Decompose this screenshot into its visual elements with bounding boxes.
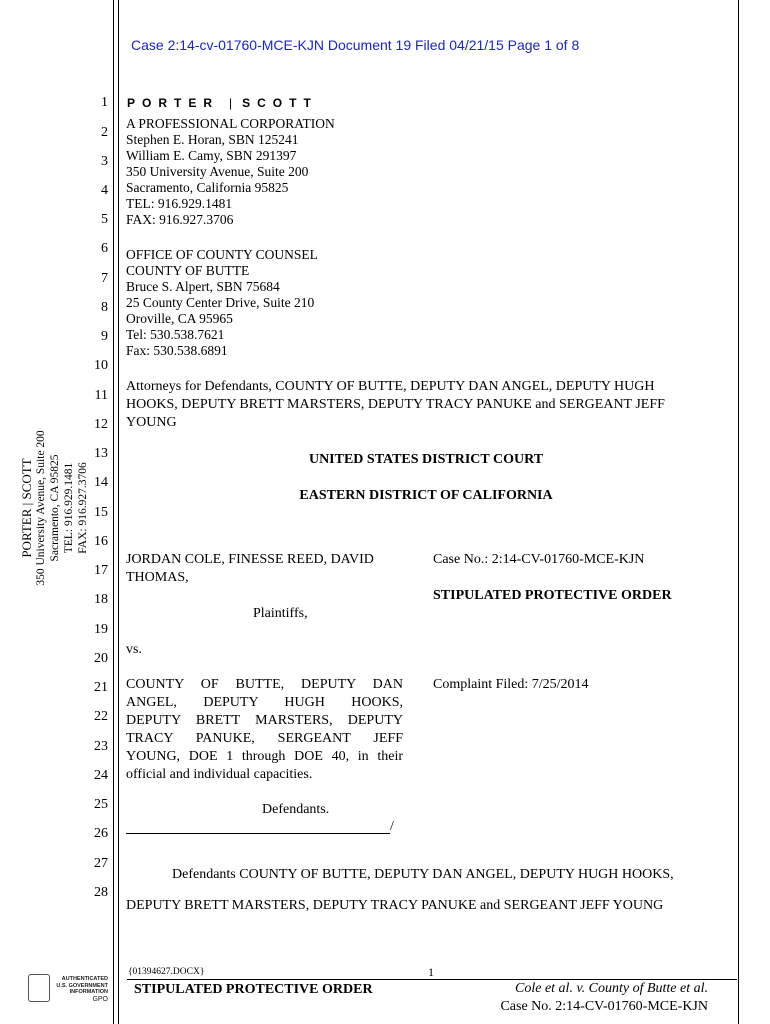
counsel-line: 25 County Center Drive, Suite 210 — [126, 295, 315, 310]
line-number: 26 — [94, 826, 108, 841]
line-number: 19 — [94, 622, 108, 637]
logo-left: PORTER — [127, 96, 220, 110]
line-number: 6 — [101, 241, 108, 256]
court-district: EASTERN DISTRICT OF CALIFORNIA — [299, 488, 553, 503]
gpo-authentication — [40, 976, 108, 1004]
line-number: 9 — [101, 329, 108, 344]
body-line: DEPUTY BRETT MARSTERS, DEPUTY TRACY PANUKE and SERGEANT JEFF YOUNG — [126, 898, 664, 913]
line-number: 3 — [101, 154, 108, 169]
line-number: 13 — [94, 446, 108, 461]
footer-rule — [127, 979, 737, 980]
line-number: 20 — [94, 651, 108, 666]
page-number: 1 — [428, 965, 434, 979]
logo-separator: | — [229, 96, 233, 110]
versus: vs. — [126, 642, 142, 657]
attorneys-line: HOOKS, DEPUTY BRETT MARSTERS, DEPUTY TRACY PANUKE and SERGEANT JEFF — [126, 397, 665, 412]
counsel-line: COUNTY OF BUTTE — [126, 263, 250, 278]
footer-caption: Cole et al. v. County of Butte et al. — [515, 981, 708, 996]
gpo-line: U.S. GOVERNMENT — [56, 982, 108, 989]
defendants-line: YOUNG, DOE 1 through DOE 40, in their — [126, 749, 403, 764]
sidebar-line: 350 University Avenue, Suite 200 — [35, 430, 47, 586]
counsel-line: Fax: 530.538.6891 — [126, 343, 228, 358]
line-number: 27 — [94, 856, 108, 871]
sidebar-line: Sacramento, CA 95825 — [49, 454, 61, 562]
line-number: 12 — [94, 417, 108, 432]
line-number: 21 — [94, 680, 108, 695]
counsel-line: Bruce S. Alpert, SBN 75684 — [126, 279, 280, 294]
counsel-line: FAX: 916.927.3706 — [126, 212, 234, 227]
attorneys-line: Attorneys for Defendants, COUNTY OF BUTTE, DEPUTY DAN ANGEL, DEPUTY HUGH — [126, 379, 655, 394]
footer-case-number: Case No. 2:14-CV-01760-MCE-KJN — [500, 999, 708, 1014]
line-number: 25 — [94, 797, 108, 812]
court-name: UNITED STATES DISTRICT COURT — [308, 452, 544, 467]
footer-title: STIPULATED PROTECTIVE ORDER — [134, 982, 373, 997]
plaintiffs-line: JORDAN COLE, FINESSE REED, DAVID — [126, 552, 374, 567]
counsel-line: Stephen E. Horan, SBN 125241 — [126, 132, 299, 147]
sidebar-firm-name: PORTER | SCOTT — [19, 458, 34, 558]
line-number: 1 — [101, 95, 108, 110]
plaintiffs-label: Plaintiffs, — [253, 606, 308, 621]
defendants-line: DEPUTY BRETT MARSTERS, DEPUTY — [126, 713, 403, 728]
line-number: 17 — [94, 563, 108, 578]
line-number: 4 — [101, 183, 108, 198]
line-number: 10 — [94, 358, 108, 373]
firm-logo — [127, 96, 318, 110]
counsel-line: A PROFESSIONAL CORPORATION — [126, 116, 335, 131]
sidebar-line: TEL: 916.929.1481 — [63, 462, 75, 554]
counsel-line: Tel: 530.538.7621 — [126, 327, 225, 342]
line-number: 7 — [101, 271, 108, 286]
defendants-line: TRACY PANUKE, SERGEANT JEFF — [126, 731, 403, 746]
line-number: 14 — [94, 475, 108, 490]
defendants-line: COUNTY OF BUTTE, DEPUTY DAN — [126, 677, 403, 692]
line-number: 23 — [94, 739, 108, 754]
pleading-rule-right — [738, 0, 739, 1024]
gpo-line: INFORMATION — [69, 989, 108, 995]
caption-rule — [126, 833, 390, 834]
line-number: 11 — [94, 388, 108, 403]
line-number: 2 — [101, 125, 108, 140]
pleading-rule-left-outer — [113, 0, 114, 1024]
gpo-line: AUTHENTICATED — [61, 976, 108, 982]
case-number: Case No.: 2:14-CV-01760-MCE-KJN — [433, 552, 645, 567]
line-number: 5 — [101, 212, 108, 227]
defendants-line: ANGEL, DEPUTY HUGH HOOKS, — [126, 695, 403, 710]
line-number: 15 — [94, 505, 108, 520]
caption-rule-end: / — [390, 819, 394, 834]
line-number: 28 — [94, 885, 108, 900]
line-number: 24 — [94, 768, 108, 783]
logo-right: SCOTT — [242, 96, 318, 110]
counsel-line: Oroville, CA 95965 — [126, 311, 233, 326]
footer-doc-id: {01394627.DOCX} — [128, 967, 205, 977]
complaint-filed: Complaint Filed: 7/25/2014 — [433, 677, 589, 692]
attorneys-line: YOUNG — [126, 415, 177, 430]
line-number: 22 — [94, 709, 108, 724]
pleading-rule-left-inner — [118, 0, 119, 1024]
line-number: 16 — [94, 534, 108, 549]
defendants-label: Defendants. — [262, 802, 330, 817]
ecf-header: Case 2:14-cv-01760-MCE-KJN Document 19 Filed 04/21/15 Page 1 of 8 — [131, 37, 580, 53]
counsel-line: 350 University Avenue, Suite 200 — [126, 164, 309, 179]
line-number: 18 — [94, 592, 108, 607]
body-line: Defendants COUNTY OF BUTTE, DEPUTY DAN ANGEL, DEPUTY HUGH HOOKS, — [172, 867, 674, 882]
sidebar-line: FAX: 916.927.3706 — [77, 462, 89, 554]
counsel-line: OFFICE OF COUNTY COUNSEL — [126, 247, 318, 262]
line-number: 8 — [101, 300, 108, 315]
plaintiffs-line: THOMAS, — [126, 570, 189, 585]
document-title: STIPULATED PROTECTIVE ORDER — [433, 588, 672, 603]
counsel-line: TEL: 916.929.1481 — [126, 196, 233, 211]
counsel-line: Sacramento, California 95825 — [126, 180, 289, 195]
gpo-line: GPO — [92, 995, 108, 1003]
defendants-line: official and individual capacities. — [126, 767, 313, 782]
counsel-line: William E. Camy, SBN 291397 — [126, 148, 297, 163]
